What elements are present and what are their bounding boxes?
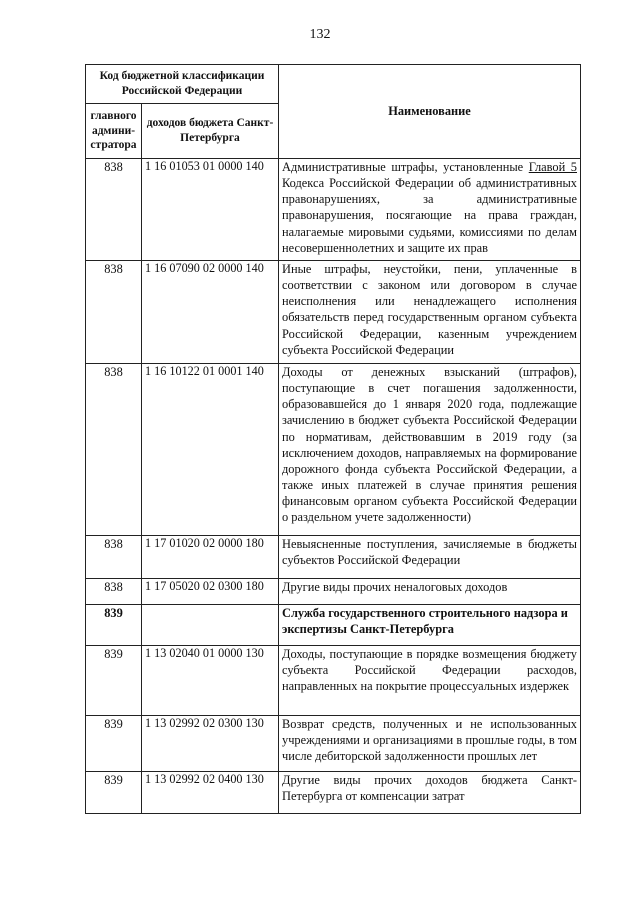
admin-code-cell: 838: [86, 364, 142, 536]
chapter-link[interactable]: Главой 5: [528, 160, 577, 174]
name-cell: Иные штрафы, неустойки, пени, уплаченные в соответствии с законом или договором в случае неисполнения или ненадлежащего исполнения обязательств перед государственным органом субъекта Российской Федерации, казенным учреждением субъекта Российской Федерации: [279, 261, 581, 364]
name-text-start: Административные штрафы, установленные: [282, 160, 529, 174]
table-row: [86, 579, 581, 605]
budget-classification-table: [85, 64, 581, 814]
admin-code-cell: 839: [86, 772, 142, 814]
admin-code-cell: 838: [86, 579, 142, 605]
name-cell: Другие виды прочих неналоговых доходов: [279, 579, 581, 605]
admin-code-cell: 838: [86, 536, 142, 579]
admin-code-cell: 838: [86, 159, 142, 261]
table-row: [86, 772, 581, 814]
table-row: [86, 646, 581, 716]
admin-code-cell: 839: [86, 716, 142, 772]
revenue-code-cell: 1 13 02040 01 0000 130: [142, 646, 279, 716]
admin-code-cell: 838: [86, 261, 142, 364]
table-row: [86, 364, 581, 536]
admin-code-cell: 839: [86, 605, 142, 646]
name-cell: [279, 159, 581, 261]
agency-name-cell: Служба государственного строительного надзора и экспертизы Санкт-Петербурга: [279, 605, 581, 646]
table-row-section-header: [86, 605, 581, 646]
name-cell: Доходы от денежных взысканий (штрафов), поступающие в счет погашения задолженности, образовавшейся до 1 января 2020 года, подлежащие зачислению в бюджет субъекта Российской Федерации по нормативам, действовавшим в 2019 году (за исключением доходов, направляемых на формирование дорожного фонда субъекта Российской Федерации, а также иных платежей в случае принятия решения финансовым органом субъекта Российской Федерации о раздельном учете задолженности): [279, 364, 581, 536]
table-row: [86, 159, 581, 261]
header-name: Наименование: [279, 65, 581, 159]
revenue-code-cell: 1 13 02992 02 0400 130: [142, 772, 279, 814]
page-number: 132: [309, 27, 331, 42]
revenue-code-cell: 1 16 07090 02 0000 140: [142, 261, 279, 364]
revenue-code-cell: 1 13 02992 02 0300 130: [142, 716, 279, 772]
table-row: [86, 536, 581, 579]
revenue-code-cell: 1 17 01020 02 0000 180: [142, 536, 279, 579]
header-revenue-code: доходов бюджета Санкт-Петербурга: [142, 104, 279, 159]
header-classification-code: Код бюджетной классификации Российской Федерации: [86, 65, 279, 104]
name-cell: Доходы, поступающие в порядке возмещения бюджету субъекта Российской Федерации расходов, направленных на покрытие процессуальных издержек: [279, 646, 581, 716]
name-cell: Другие виды прочих доходов бюджета Санкт-Петербурга от компенсации затрат: [279, 772, 581, 814]
name-cell: Возврат средств, полученных и не использованных учреждениями и организациями в прошлые годы, в том числе дебиторской задолженности прошлых лет: [279, 716, 581, 772]
revenue-code-cell: 1 16 01053 01 0000 140: [142, 159, 279, 261]
table-header-row: [86, 65, 581, 104]
name-text-end: Кодекса Российской Федерации об административных правонарушениях, за административные правонарушения, посягающие на права граждан, налагаемые мировыми судьями, комиссиями по делам несовершеннолетних и защите их прав: [282, 176, 577, 255]
name-cell: Невыясненные поступления, зачисляемые в бюджеты субъектов Российской Федерации: [279, 536, 581, 579]
header-main-administrator: главного админи-стратора: [86, 104, 142, 159]
admin-code-cell: 839: [86, 646, 142, 716]
table-row: [86, 261, 581, 364]
revenue-code-cell: 1 17 05020 02 0300 180: [142, 579, 279, 605]
table-row: [86, 716, 581, 772]
revenue-code-cell: [142, 605, 279, 646]
revenue-code-cell: 1 16 10122 01 0001 140: [142, 364, 279, 536]
